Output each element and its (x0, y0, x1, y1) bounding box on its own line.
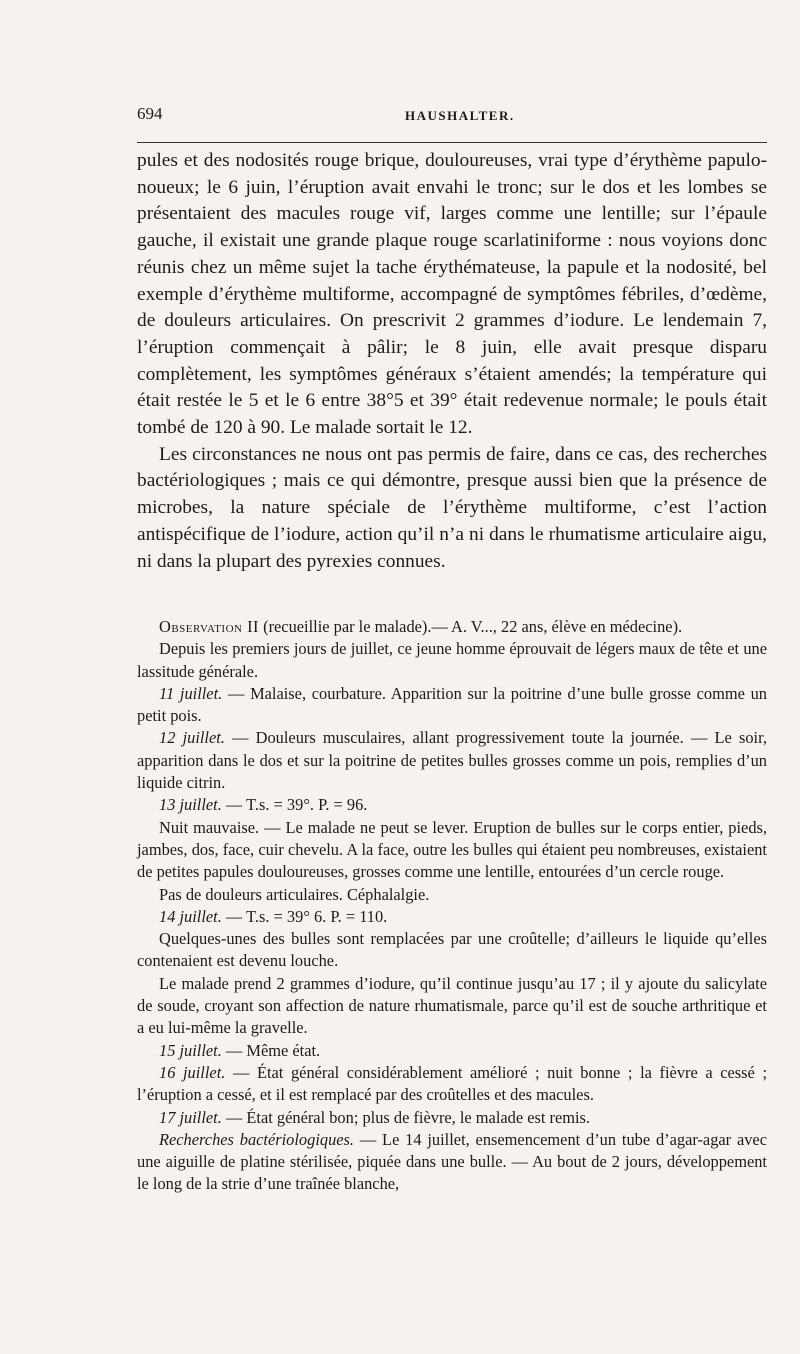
entry-text: — Le 14 juillet, ensemencement d’un tube d’agar-agar avec une aiguille de platine stérilisée, piquée dans une bulle. — Au bout de 2 jours, développement le long de la strie d’une traînée blanche, (137, 1129, 767, 1194)
entry-14-juillet (137, 906, 767, 928)
entry-text: — État général considérablement amélioré ; nuit bonne ; la fièvre a cessé ; l’éruption a cessé, et il est remplacé par des croûtelles et des macules. (137, 1062, 767, 1105)
entry-text: — Douleurs musculaires, allant progressivement toute la journée. — Le soir, apparition dans le dos et sur la poitrine de petites bulles grosses comme un pois, remplies d’un liquide citrin. (137, 728, 767, 793)
entry-16-juillet (137, 1062, 767, 1107)
entry-17-juillet (137, 1107, 767, 1129)
observation-paragraph: Le malade prend 2 grammes d’iodure, qu’il continue jusqu’au 17 ; il y ajoute du salicylate de soude, croyant son affection de nature rhumatismale, parce qu’il est de souche arthritique et a eu lui-même la gravelle. (137, 973, 767, 1038)
entry-text: — État général bon; plus de fièvre, le malade est remis. (221, 1107, 591, 1127)
entry-15-juillet (137, 1040, 767, 1062)
entry-date: 17 juillet. (159, 1107, 222, 1127)
entry-12-juillet (137, 727, 767, 794)
paragraph-circumstances: Les circonstances ne nous ont pas permis de faire, dans ce cas, des recherches bactériologiques ; mais ce qui démontre, presque aussi bien que la présence de microbes, la nature spéciale de l’érythème multiforme, c’est l’action antispécifique de l’iodure, action qu’il n’a ni dans le rhumatisme articulaire aigu, ni dans la plupart des pyrexies connues. (137, 443, 767, 572)
observation-title: Observation II (159, 617, 260, 636)
observation-paragraph: Pas de douleurs articulaires. Céphalalgie. (159, 884, 430, 904)
header-rule (137, 142, 767, 143)
observation-intro: (recueillie par le malade).— A. V..., 22 ans, élève en médecine). (259, 617, 683, 636)
entry-text: — T.s. = 39°. P. = 96. (221, 795, 368, 815)
paragraph-continued: pules et des nodosités rouge brique, douloureuses, vrai type d’érythème papulo-noueux; le 6 juin, l’éruption avait envahi le tronc; sur le dos et les lombes se présentaient des macules rouge vif, larges comme une lentille; sur l’épaule gauche, il existait une grande plaque rouge scarlatiniforme : nous voyions donc réunis chez un même sujet la tache érythémateuse, la papule et la nodosité, bel exemple d’érythème multiforme, accompagné de symptômes fébriles, d’œdème, de douleurs articulaires. On prescrivit 2 grammes d’iodure. Le lendemain 7, l’éruption commençait à pâlir; le 8 juin, elle avait presque disparu complètement, les symptômes généraux s’étaient amendés; la température qui était restée le 5 et le 6 entre 38°5 et 39° était redevenue normale; le pouls était tombé de 120 à 90. Le malade sortait le 12. (137, 150, 767, 439)
observation-paragraph: Depuis les premiers jours de juillet, ce jeune homme éprouvait de légers maux de tête et une lassitude générale. (137, 639, 767, 681)
entry-date: 13 juillet. (159, 795, 222, 815)
page-number: 694 (137, 104, 163, 123)
entry-text: — Malaise, courbature. Apparition sur la poitrine d’une bulle grosse comme un petit pois. (137, 683, 767, 726)
entry-date: 15 juillet. (159, 1040, 222, 1060)
main-text (137, 148, 767, 575)
observation-heading (137, 616, 767, 638)
page-header (137, 104, 767, 126)
entry-date: 12 juillet. (159, 728, 225, 748)
entry-date: 11 juillet. (159, 683, 223, 703)
running-head: HAUSHALTER. (405, 108, 515, 123)
observation-paragraph: Nuit mauvaise. — Le malade ne peut se lever. Eruption de bulles sur le corps entier, pieds, jambes, dos, face, cuir chevelu. A la face, outre les bulles qui étaient peu nombreuses, existaient de petites papules douloureuses, grosses comme une lentille, entourées d’un cercle rouge. (137, 817, 767, 882)
entry-11-juillet (137, 683, 767, 728)
entry-text: — Même état. (221, 1040, 321, 1060)
entry-date: 16 juillet. (159, 1062, 226, 1082)
entry-text: — T.s. = 39° 6. P. = 110. (221, 906, 388, 926)
section-label: Recherches bactériologiques. (159, 1129, 355, 1149)
observation-paragraph: Quelques-unes des bulles sont remplacées par une croûtelle; d’ailleurs le liquide qu’elles contenaient est devenu louche. (137, 929, 767, 971)
entry-13-juillet (137, 794, 767, 816)
observation-block (137, 616, 767, 1196)
entry-date: 14 juillet. (159, 906, 222, 926)
entry-recherches (137, 1129, 767, 1196)
